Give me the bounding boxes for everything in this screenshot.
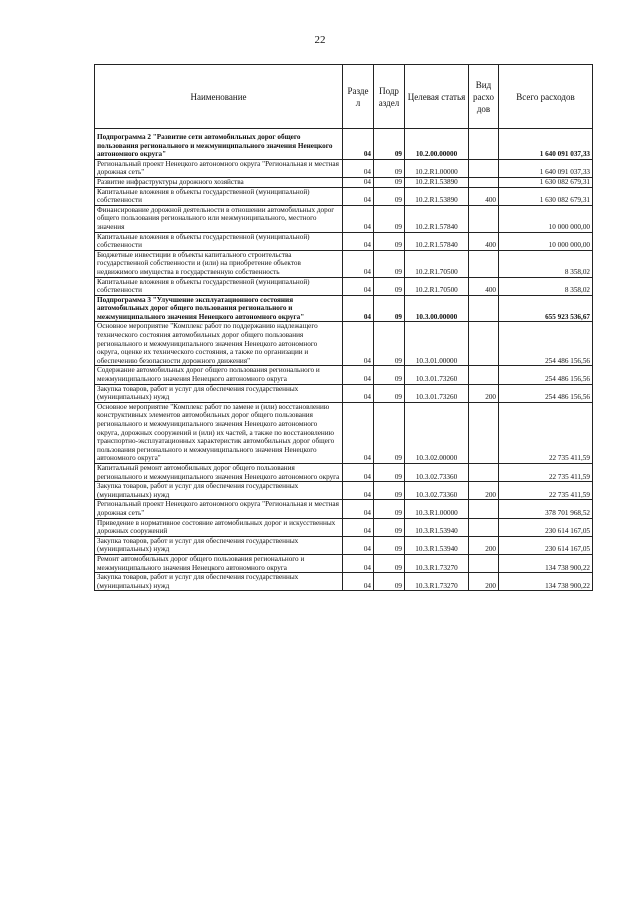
row-subsection-cell: 09 (374, 159, 405, 177)
row-subsection-cell: 09 (374, 177, 405, 187)
table-row (95, 159, 593, 177)
row-amount-cell: 230 614 167,05 (499, 536, 593, 554)
row-amount-cell: 10 000 000,00 (499, 205, 593, 232)
header-section: Разде л (343, 65, 374, 129)
row-target-cell: 10.2.R1.70500 (405, 250, 469, 277)
row-amount-cell: 22 735 411,59 (499, 402, 593, 463)
row-kind-cell (469, 463, 499, 481)
row-subsection-cell: 09 (374, 482, 405, 500)
row-kind-cell (469, 205, 499, 232)
row-target-cell: 10.3.02.73360 (405, 482, 469, 500)
row-subsection-cell: 09 (374, 384, 405, 402)
row-section-cell: 04 (343, 384, 374, 402)
row-kind-cell (469, 554, 499, 572)
row-name-cell: Капитальные вложения в объекты государственной (муниципальной) собственности (95, 232, 343, 250)
row-amount-cell: 655 923 536,67 (499, 295, 593, 322)
table-row (95, 295, 593, 322)
row-section-cell: 04 (343, 205, 374, 232)
table-row (95, 232, 593, 250)
row-amount-cell: 134 738 900,22 (499, 554, 593, 572)
row-kind-cell (469, 366, 499, 384)
row-section-cell: 04 (343, 366, 374, 384)
row-target-cell: 10.3.00.00000 (405, 295, 469, 322)
row-amount-cell: 22 735 411,59 (499, 463, 593, 481)
row-subsection-cell: 09 (374, 187, 405, 205)
row-target-cell: 10.2.R1.53890 (405, 177, 469, 187)
row-name-cell: Основное мероприятие "Комплекс работ по замене и (или) восстановлению конструктивных элементов автомобильных дорог общего пользования регионального и межмуниципального значения Ненецкого автономного округа, дорожных сооружений и (или) их частей, а также по восстановлению транспортно-эксплуатационных характеристик автомобильных дорог общего пользования регионального и межмуниципального значения Ненецкого автономного округа" (95, 402, 343, 463)
row-amount-cell: 22 735 411,59 (499, 482, 593, 500)
table-row (95, 500, 593, 518)
row-amount-cell: 8 358,02 (499, 250, 593, 277)
row-target-cell: 10.2.R1.57840 (405, 232, 469, 250)
table-row (95, 205, 593, 232)
row-amount-cell: 1 640 091 037,33 (499, 159, 593, 177)
row-section-cell: 04 (343, 518, 374, 536)
table-header-row (95, 65, 593, 129)
row-section-cell: 04 (343, 573, 374, 591)
row-name-cell: Подпрограмма 2 "Развитие сети автомобильных дорог общего пользования регионального и межмуниципального значения Ненецкого автономного округа" (95, 129, 343, 160)
row-kind-cell (469, 402, 499, 463)
row-target-cell: 10.3.R1.73270 (405, 554, 469, 572)
row-name-cell: Приведение в нормативное состояние автомобильных дорог и искусственных дорожных сооружений (95, 518, 343, 536)
row-amount-cell: 1 630 082 679,31 (499, 187, 593, 205)
row-name-cell: Капитальный ремонт автомобильных дорог общего пользования регионального и межмуниципального значения Ненецкого автономного округа (95, 463, 343, 481)
row-name-cell: Капитальные вложения в объекты государственной (муниципальной) собственности (95, 187, 343, 205)
row-section-cell: 04 (343, 187, 374, 205)
row-kind-cell (469, 295, 499, 322)
row-name-cell: Развитие инфраструктуры дорожного хозяйства (95, 177, 343, 187)
table-row (95, 277, 593, 295)
row-kind-cell (469, 518, 499, 536)
row-target-cell: 10.3.01.73260 (405, 384, 469, 402)
row-name-cell: Региональный проект Ненецкого автономного округа "Региональная и местная дорожная сеть" (95, 500, 343, 518)
row-section-cell: 04 (343, 250, 374, 277)
row-name-cell: Бюджетные инвестиции в объекты капитального строительства государственной собственности и (или) на приобретение объектов недвижимого имущества в государственную собственность (95, 250, 343, 277)
row-name-cell: Подпрограмма 3 "Улучшение эксплуатационного состояния автомобильных дорог общего пользования регионального и межмуниципального значения Ненецкого автономного округа" (95, 295, 343, 322)
table-row (95, 518, 593, 536)
table-row (95, 482, 593, 500)
header-subsection: Подр аздел (374, 65, 405, 129)
row-section-cell: 04 (343, 402, 374, 463)
row-target-cell: 10.3.R1.53940 (405, 518, 469, 536)
row-section-cell: 04 (343, 463, 374, 481)
table-row (95, 573, 593, 591)
row-name-cell: Закупка товаров, работ и услуг для обеспечения государственных (муниципальных) нужд (95, 536, 343, 554)
row-target-cell: 10.3.02.73360 (405, 463, 469, 481)
table-row (95, 463, 593, 481)
budget-table (94, 64, 593, 591)
header-target: Целевая статья (405, 65, 469, 129)
row-target-cell: 10.2.00.00000 (405, 129, 469, 160)
row-kind-cell (469, 129, 499, 160)
row-kind-cell (469, 500, 499, 518)
table-row (95, 322, 593, 366)
table-row (95, 250, 593, 277)
row-section-cell: 04 (343, 554, 374, 572)
row-subsection-cell: 09 (374, 129, 405, 160)
row-kind-cell: 400 (469, 187, 499, 205)
table-row (95, 554, 593, 572)
row-subsection-cell: 09 (374, 295, 405, 322)
row-kind-cell: 200 (469, 482, 499, 500)
row-amount-cell: 254 486 156,56 (499, 366, 593, 384)
row-subsection-cell: 09 (374, 250, 405, 277)
row-amount-cell: 230 614 167,05 (499, 518, 593, 536)
row-target-cell: 10.3.01.00000 (405, 322, 469, 366)
row-subsection-cell: 09 (374, 402, 405, 463)
row-amount-cell: 8 358,02 (499, 277, 593, 295)
row-amount-cell: 378 701 968,52 (499, 500, 593, 518)
table-row (95, 384, 593, 402)
table-row (95, 402, 593, 463)
row-section-cell: 04 (343, 232, 374, 250)
row-name-cell: Основное мероприятие "Комплекс работ по поддержанию надлежащего технического состояния автомобильных дорог общего пользования регионального и межмуниципального значения Ненецкого автономного округа, оценке их технического состояния, а также по организации и обеспечению безопасности дорожного движения" (95, 322, 343, 366)
row-subsection-cell: 09 (374, 573, 405, 591)
row-kind-cell (469, 159, 499, 177)
page-number: 22 (314, 34, 326, 46)
row-target-cell: 10.3.R1.73270 (405, 573, 469, 591)
table-row (95, 536, 593, 554)
row-name-cell: Капитальные вложения в объекты государственной (муниципальной) собственности (95, 277, 343, 295)
header-total: Всего расходов (499, 65, 593, 129)
row-section-cell: 04 (343, 177, 374, 187)
row-section-cell: 04 (343, 295, 374, 322)
row-subsection-cell: 09 (374, 554, 405, 572)
row-amount-cell: 254 486 156,56 (499, 322, 593, 366)
row-subsection-cell: 09 (374, 463, 405, 481)
row-subsection-cell: 09 (374, 500, 405, 518)
row-kind-cell: 400 (469, 232, 499, 250)
row-subsection-cell: 09 (374, 205, 405, 232)
row-subsection-cell: 09 (374, 518, 405, 536)
header-name: Наименование (95, 65, 343, 129)
row-amount-cell: 1 630 082 679,31 (499, 177, 593, 187)
row-section-cell: 04 (343, 536, 374, 554)
row-kind-cell (469, 177, 499, 187)
row-name-cell: Финансирование дорожной деятельности в отношении автомобильных дорог общего пользования регионального или межмуниципального, местного значения (95, 205, 343, 232)
row-section-cell: 04 (343, 500, 374, 518)
row-section-cell: 04 (343, 129, 374, 160)
row-amount-cell: 10 000 000,00 (499, 232, 593, 250)
row-section-cell: 04 (343, 159, 374, 177)
row-name-cell: Закупка товаров, работ и услуг для обеспечения государственных (муниципальных) нужд (95, 573, 343, 591)
table-row (95, 366, 593, 384)
row-subsection-cell: 09 (374, 366, 405, 384)
row-kind-cell: 400 (469, 277, 499, 295)
row-subsection-cell: 09 (374, 536, 405, 554)
row-target-cell: 10.3.R1.00000 (405, 500, 469, 518)
table-row (95, 187, 593, 205)
row-target-cell: 10.3.02.00000 (405, 402, 469, 463)
row-subsection-cell: 09 (374, 232, 405, 250)
row-section-cell: 04 (343, 322, 374, 366)
row-kind-cell: 200 (469, 573, 499, 591)
row-kind-cell (469, 322, 499, 366)
row-section-cell: 04 (343, 482, 374, 500)
row-target-cell: 10.2.R1.00000 (405, 159, 469, 177)
table-row (95, 129, 593, 160)
row-amount-cell: 1 640 091 037,33 (499, 129, 593, 160)
row-kind-cell: 200 (469, 384, 499, 402)
row-kind-cell: 200 (469, 536, 499, 554)
row-target-cell: 10.2.R1.53890 (405, 187, 469, 205)
table-row (95, 177, 593, 187)
row-amount-cell: 134 738 900,22 (499, 573, 593, 591)
row-target-cell: 10.2.R1.70500 (405, 277, 469, 295)
row-subsection-cell: 09 (374, 277, 405, 295)
row-subsection-cell: 09 (374, 322, 405, 366)
row-name-cell: Ремонт автомобильных дорог общего пользования регионального и межмуниципального значения Ненецкого автономного округа (95, 554, 343, 572)
row-name-cell: Закупка товаров, работ и услуг для обеспечения государственных (муниципальных) нужд (95, 482, 343, 500)
row-target-cell: 10.3.R1.53940 (405, 536, 469, 554)
row-name-cell: Содержание автомобильных дорог общего пользования регионального и межмуниципального значения Ненецкого автономного округа (95, 366, 343, 384)
row-kind-cell (469, 250, 499, 277)
row-section-cell: 04 (343, 277, 374, 295)
row-target-cell: 10.3.01.73260 (405, 366, 469, 384)
row-target-cell: 10.2.R1.57840 (405, 205, 469, 232)
header-kind: Вид расхо дов (469, 65, 499, 129)
row-name-cell: Региональный проект Ненецкого автономного округа "Региональная и местная дорожная сеть" (95, 159, 343, 177)
row-name-cell: Закупка товаров, работ и услуг для обеспечения государственных (муниципальных) нужд (95, 384, 343, 402)
row-amount-cell: 254 486 156,56 (499, 384, 593, 402)
